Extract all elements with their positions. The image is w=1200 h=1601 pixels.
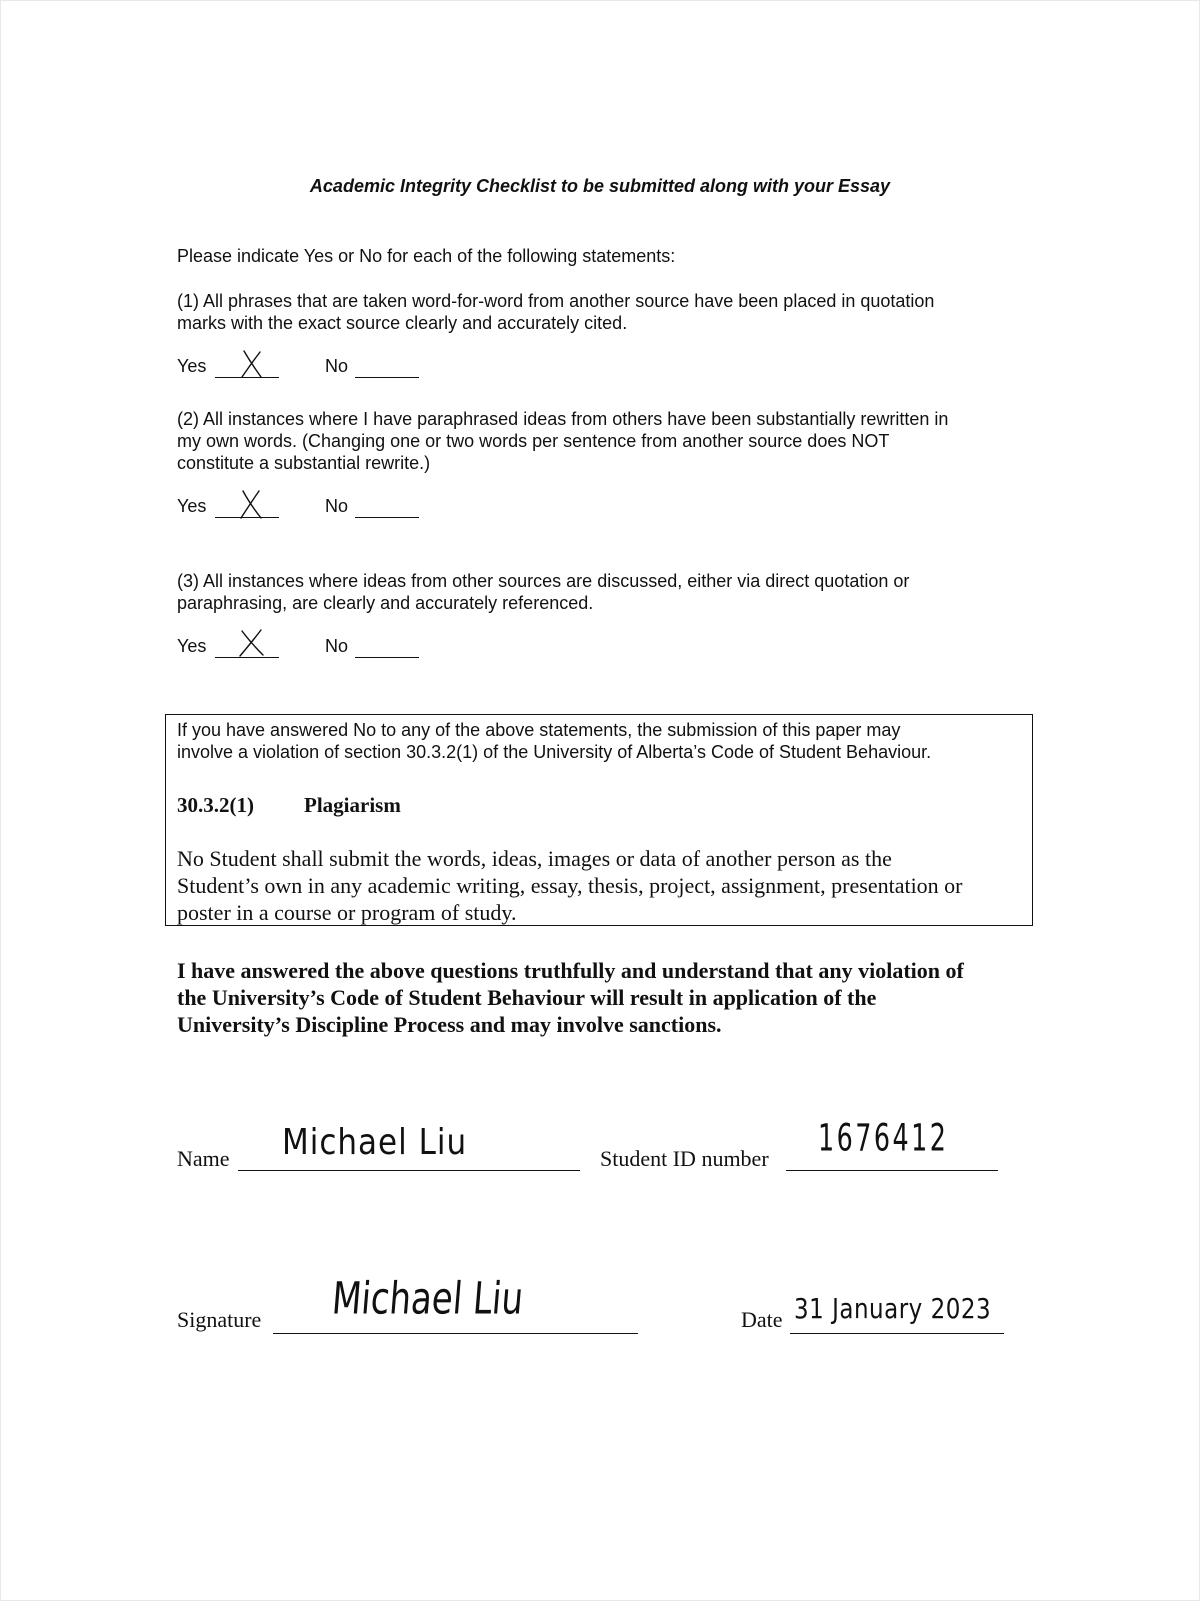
statement-1-line-1: (1) All phrases that are taken word-for-word from another source have been placed in quotation bbox=[177, 291, 935, 311]
notice-line-1: If you have answered No to any of the above statements, the submission of this paper may bbox=[177, 720, 901, 740]
policy-section-number: 30.3.2(1) bbox=[177, 793, 254, 817]
statement-1-yes-mark-icon bbox=[239, 349, 265, 379]
declaration-text bbox=[177, 957, 964, 1038]
statement-3-yes-mark-icon bbox=[237, 628, 267, 658]
policy-line-3: poster in a course or program of study. bbox=[177, 900, 517, 925]
declaration-line-3: University’s Discipline Process and may involve sanctions. bbox=[177, 1012, 722, 1037]
declaration-line-2: the University’s Code of Student Behaviour will result in application of the bbox=[177, 985, 877, 1010]
statement-3-yes-label: Yes bbox=[177, 636, 207, 656]
statement-1-no-label: No bbox=[325, 356, 349, 376]
name-label: Name bbox=[177, 1146, 230, 1171]
statement-3-line-2: paraphrasing, are clearly and accurately referenced. bbox=[177, 593, 594, 613]
statement-2-line-1: (2) All instances where I have paraphrased ideas from others have been substantially rewritten in bbox=[177, 409, 949, 429]
policy-line-2: Student’s own in any academic writing, essay, thesis, project, assignment, presentation or bbox=[177, 873, 963, 898]
policy-heading bbox=[177, 793, 401, 818]
statement-2-answer bbox=[177, 490, 437, 518]
plagiarism-notice-box bbox=[165, 714, 1033, 926]
statement-1-yes-label: Yes bbox=[177, 356, 207, 376]
statement-1-line-2: marks with the exact source clearly and accurately cited. bbox=[177, 313, 628, 333]
statement-2-line-2: my own words. (Changing one or two words per sentence from another source does NOT bbox=[177, 431, 890, 451]
statement-2-line-3: constitute a substantial rewrite.) bbox=[177, 453, 431, 473]
date-value: 31 January 2023 bbox=[794, 1293, 992, 1325]
student-id-label: Student ID number bbox=[600, 1146, 769, 1171]
student-id-value: 1676412 bbox=[818, 1116, 949, 1160]
notice-line-2: involve a violation of section 30.3.2(1) of the University of Alberta’s Code of Student Behaviour. bbox=[177, 742, 932, 762]
signature-value: Michael Liu bbox=[330, 1273, 526, 1325]
date-label: Date bbox=[741, 1307, 783, 1332]
student-id-field[interactable] bbox=[786, 1170, 998, 1171]
name-field[interactable] bbox=[238, 1170, 580, 1171]
statement-2-no-field[interactable] bbox=[355, 517, 419, 518]
statement-3-no-label: No bbox=[325, 636, 349, 656]
statement-2-yes-label: Yes bbox=[177, 496, 207, 516]
notice-text bbox=[177, 719, 931, 763]
statement-1-answer bbox=[177, 350, 437, 378]
statement-3-text bbox=[177, 570, 909, 614]
signature-field[interactable] bbox=[273, 1333, 638, 1334]
statement-3-answer bbox=[177, 630, 437, 658]
statement-3-no-field[interactable] bbox=[355, 657, 419, 658]
name-value: Michael Liu bbox=[282, 1121, 468, 1163]
policy-line-1: No Student shall submit the words, ideas, images or data of another person as the bbox=[177, 846, 892, 871]
date-field[interactable] bbox=[790, 1333, 1004, 1334]
statement-1-no-field[interactable] bbox=[355, 377, 419, 378]
statement-3-line-1: (3) All instances where ideas from other sources are discussed, either via direct quotation or bbox=[177, 571, 910, 591]
instructions-text: Please indicate Yes or No for each of the following statements: bbox=[177, 246, 676, 266]
statement-2-no-label: No bbox=[325, 496, 349, 516]
declaration-line-1: I have answered the above questions truthfully and understand that any violation of bbox=[177, 958, 964, 983]
statement-2-yes-mark-icon bbox=[237, 488, 265, 520]
statement-1-text bbox=[177, 290, 934, 334]
statement-2-text bbox=[177, 408, 948, 474]
policy-text bbox=[177, 845, 963, 926]
signature-label: Signature bbox=[177, 1307, 262, 1332]
page-title: Academic Integrity Checklist to be submitted along with your Essay bbox=[309, 176, 891, 196]
policy-section-title: Plagiarism bbox=[304, 793, 401, 817]
